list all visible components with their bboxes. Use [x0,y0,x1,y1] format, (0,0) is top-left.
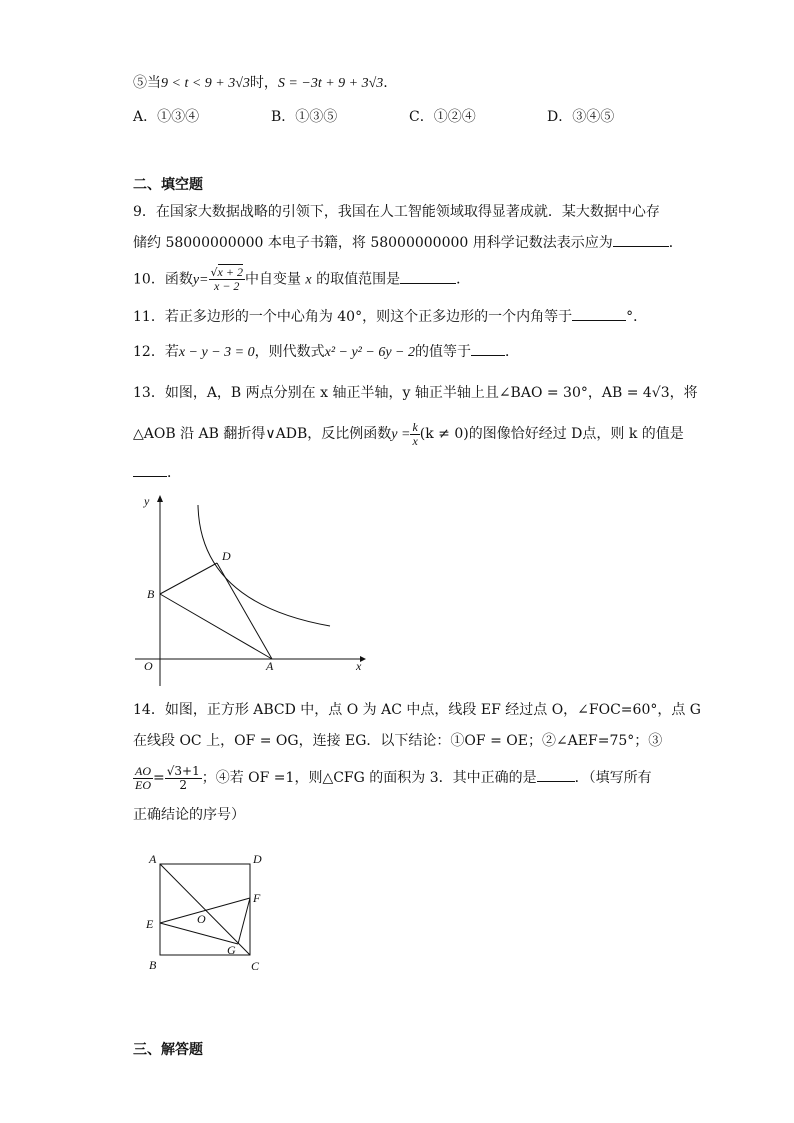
q13-fraction [410,421,419,448]
q13-text2: (k ≠ 0)的图像恰好经过 D点，则 k 的值是 [419,426,684,442]
q13-line3 [133,462,181,483]
label-b: B [147,587,155,601]
q10-post: 的取值范围是 [316,271,401,288]
q9-text: 储约 58000000000 本电子书籍，将 58000000000 用科学记数法表示应为 [133,235,613,251]
q12-condition: x − y − 3 = 0 [178,345,255,360]
q14-fraction2 [165,765,202,792]
diagonal-ac [160,864,250,955]
q10-end: ． [456,271,471,288]
label-d: D [222,549,231,563]
q13-end: ． [167,465,181,481]
section-2-title: 二、填空题 [133,177,203,193]
q9-end: ． [668,235,683,251]
q13-figure [130,488,370,688]
q13-text1: △AOB 沿 AB 翻折得∨ADB，反比例函数 [133,426,392,442]
label-x: x [356,659,362,673]
y-axis-arrow [157,495,163,502]
q10-denominator: x − 2 [214,279,240,293]
segment-da [217,563,272,659]
q12-end: ． [505,344,519,360]
q14-line3 [133,763,652,793]
q14-f1-den: EO [135,777,151,792]
segment-fg [238,898,250,944]
label-d: D [253,852,262,866]
q11-answer-blank[interactable] [572,306,626,321]
q12-expression: x² − y² − 6y − 2 [324,345,415,360]
q14-figure [140,848,280,978]
q14-line2: 在线段 OC 上，OF = OG，连接 EG．以下结论：①OF = OE；②∠AEF=75°；③ [133,733,663,749]
q14-fraction1 [133,765,153,792]
section-3-title: 三、解答题 [133,1042,203,1058]
option-c[interactable]: C．①②④ [409,109,476,125]
hyperbola-curve [198,505,330,626]
q9-answer-blank[interactable] [613,232,669,247]
q12-pre: 12．若 [133,344,179,360]
q8-condition: 9 < t < 9 + 3√3 [161,76,250,91]
q10-answer-blank[interactable] [400,269,456,284]
q10-y: y= [192,272,209,288]
option-b[interactable]: B．①③⑤ [271,109,338,125]
q12-post: 的值等于 [415,344,471,360]
segment-eg [160,923,238,944]
q11-text: 11．若正多边形的一个中心角为 40°，则这个正多边形的一个内角等于 [133,309,573,325]
q8-options [133,107,653,127]
label-g: G [227,943,236,957]
q12-mid: ，则代数式 [254,344,325,360]
label-f: F [253,891,261,905]
option-d[interactable]: D．③④⑤ [547,109,615,125]
label-o: O [197,912,206,926]
q13-denominator: x [412,433,418,448]
segment-bd [160,563,217,594]
q14-text3a: ；④若 OF =1，则△CFG 的面积为 3．其中正确的是 [201,770,537,786]
q13-line1: 13．如图，A，B 两点分别在 x 轴正半轴，y 轴正半轴上且∠BAO = 30°，AB = 4√3，将 [133,385,698,401]
q10-fraction [209,266,245,293]
label-a: A [266,659,274,673]
q11-end: °． [626,309,648,325]
q14-eq: = [153,770,165,786]
q13-y: y = [391,427,411,442]
q13-numerator: k [412,419,418,434]
q8-mark: ⑤ [133,75,147,91]
q12-line [133,341,519,363]
q8-option-5 [133,73,388,94]
q14-answer-blank[interactable] [537,767,575,782]
q14-f2-num: √3+1 [166,763,200,778]
q8-end: . [383,75,388,91]
q10-numerator-text: x + 2 [217,265,243,279]
option-a[interactable]: A．①③④ [133,109,200,125]
q14-f2-den: 2 [179,777,188,792]
label-y: y [144,494,150,508]
label-o: O [144,659,153,673]
label-e: E [146,917,154,931]
q14-line4: 正确结论的序号） [133,807,245,823]
q8-expression: S = −3t + 9 + 3√3 [277,76,384,91]
q10-line [133,266,470,293]
q13-answer-blank[interactable] [133,462,167,477]
q14-text3b: ．（填写所有 [574,770,652,786]
q8-text2: 时， [249,75,278,91]
q10-mid: 中自变量 [244,271,301,288]
q10-var: x [305,272,312,288]
q13-line2 [133,420,684,449]
q10-pre: 10．函数 [133,271,193,288]
label-a: A [149,852,157,866]
label-b: B [149,958,157,972]
q11-line [133,306,647,327]
q12-answer-blank[interactable] [471,341,505,356]
q10-numerator: √x + 2 [210,265,243,279]
q8-text1: 当 [147,75,161,91]
q9-line1: 9．在国家大数据战略的引领下，我国在人工智能领域取得显著成就．某大数据中心存 [133,204,660,220]
q14-f1-num: AO [135,763,151,778]
segment-ba [160,594,272,659]
label-c: C [251,959,260,973]
q14-line1: 14．如图，正方形 ABCD 中，点 O 为 AC 中点，线段 EF 经过点 O，∠FOC=60°，点 G [133,702,701,718]
q9-line2 [133,232,683,253]
